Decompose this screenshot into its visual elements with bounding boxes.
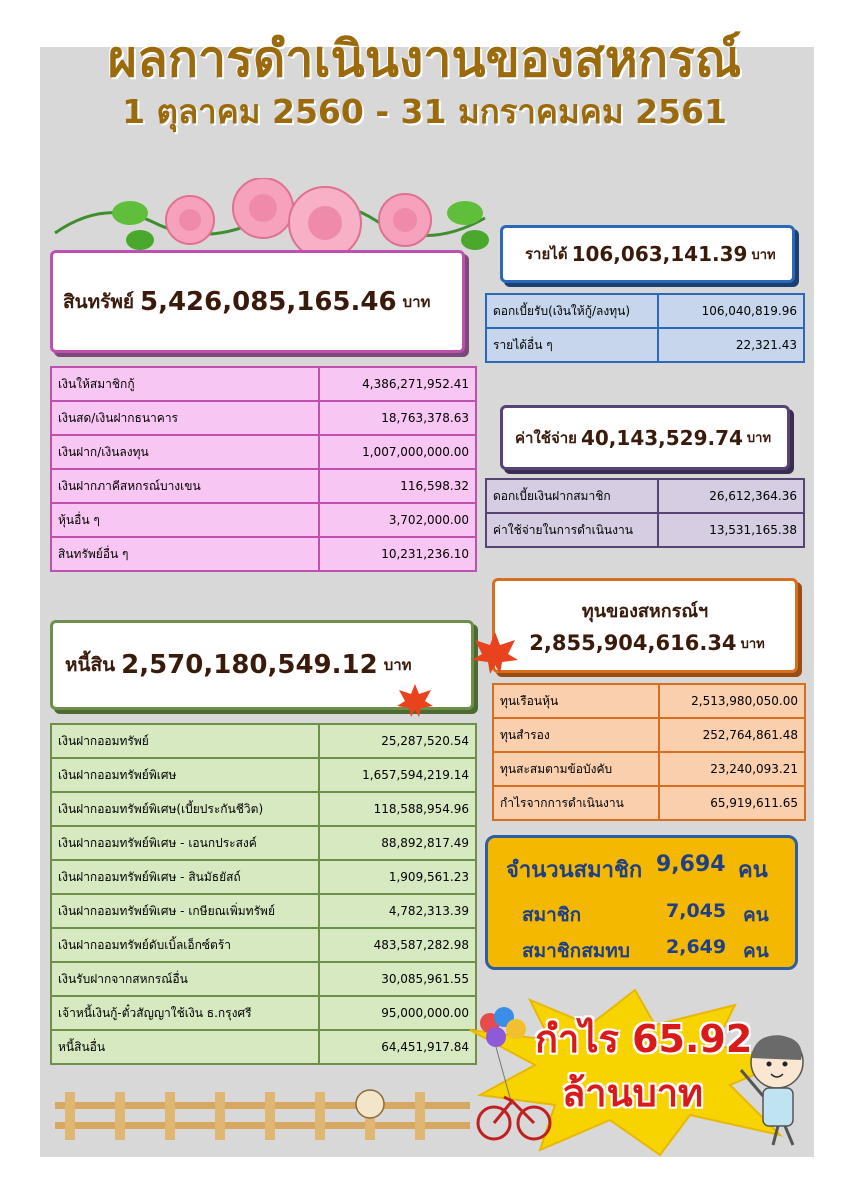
row-value: 18,763,378.63 [319,401,476,435]
row-value: 65,919,611.65 [659,786,805,820]
liabilities-table [50,723,477,1065]
equity-unit: บาท [740,636,765,652]
table-row [51,894,476,928]
table-row [493,718,805,752]
expenses-header [500,405,790,470]
row-label: สินทรัพย์อื่น ๆ [51,537,319,571]
expenses-label: ค่าใช้จ่าย [515,428,577,447]
income-unit: บาท [751,247,776,263]
expenses-total: 40,143,529.74 [580,425,743,450]
row-label: เงินฝากออมทรัพย์ [51,724,319,758]
row-label: เจ้าหนี้เงินกู้-ตั๋วสัญญาใช้เงิน ธ.กรุงศรี [51,996,319,1030]
table-row [51,537,476,571]
liabilities-unit: บาท [383,656,412,674]
row-label: หนี้สินอื่น [51,1030,319,1064]
liabilities-label: หนี้สิน [65,654,116,676]
row-value: 22,321.43 [658,328,804,362]
row-label: เงินฝากออมทรัพย์พิเศษ - เอนกประสงค์ [51,826,319,860]
table-row [486,294,804,328]
row-label: ดอกเบี้ยรับ(เงินให้กู้/ลงทุน) [486,294,658,328]
table-row [493,786,805,820]
child-illustration [735,1030,810,1150]
members-associate-unit: คน [743,940,769,962]
period-subtitle: 1 ตุลาคม 2560 - 31 มกราคมคม 2561 [122,92,727,131]
row-label: ทุนสำรอง [493,718,659,752]
row-value: 64,451,917.84 [319,1030,476,1064]
row-value: 88,892,817.49 [319,826,476,860]
row-value: 483,587,282.98 [319,928,476,962]
row-label: เงินฝาก/เงินลงทุน [51,435,319,469]
members-regular-unit: คน [743,904,769,926]
row-label: เงินสด/เงินฝากธนาคาร [51,401,319,435]
poster-title: ผลการดำเนินงานของสหกรณ์ [107,30,742,88]
table-row [51,996,476,1030]
row-value: 3,702,000.00 [319,503,476,537]
table-row [51,401,476,435]
row-value: 1,909,561.23 [319,860,476,894]
row-value: 23,240,093.21 [659,752,805,786]
maple-leaf-icon [470,630,520,675]
row-label: เงินฝากออมทรัพย์พิเศษ - สินมัธยัสถ์ [51,860,319,894]
row-label: ดอกเบี้ยเงินฝากสมาชิก [486,479,658,513]
table-row [51,503,476,537]
table-row [51,724,476,758]
row-value: 118,588,954.96 [319,792,476,826]
row-value: 106,040,819.96 [658,294,804,328]
row-value: 1,657,594,219.14 [319,758,476,792]
row-label: กำไรจากการดำเนินงาน [493,786,659,820]
profit-line1: กำไร 65.92 [535,1017,753,1061]
row-label: ค่าใช้จ่ายในการดำเนินงาน [486,513,658,547]
row-label: เงินรับฝากจากสหกรณ์อื่น [51,962,319,996]
row-value: 13,531,165.38 [658,513,804,547]
profit-line2: ล้านบาท [562,1071,704,1115]
members-total-label: จำนวนสมาชิก [506,858,643,883]
members-box [485,835,798,970]
income-label: รายได้ [525,245,568,263]
row-value: 1,007,000,000.00 [319,435,476,469]
table-row [51,860,476,894]
row-label: หุ้นอื่น ๆ [51,503,319,537]
row-value: 116,598.32 [319,469,476,503]
assets-header [50,250,465,353]
members-associate-value: 2,649 [666,936,727,958]
table-row [51,792,476,826]
row-label: รายได้อื่น ๆ [486,328,658,362]
expenses-table [485,478,805,548]
liabilities-total: 2,570,180,549.12 [121,650,378,680]
table-row [486,479,804,513]
table-row [51,758,476,792]
row-value: 4,782,313.39 [319,894,476,928]
row-value: 26,612,364.36 [658,479,804,513]
row-label: เงินฝากออมทรัพย์พิเศษ [51,758,319,792]
row-label: ทุนสะสมตามข้อบังคับ [493,752,659,786]
table-row [51,928,476,962]
row-label: เงินฝากออมทรัพย์พิเศษ - เกษียณเพิ่มทรัพย์ [51,894,319,928]
income-table [485,293,805,363]
table-row [493,684,805,718]
table-row [51,1030,476,1064]
row-value: 30,085,961.55 [319,962,476,996]
assets-total: 5,426,085,165.46 [139,286,397,317]
row-label: เงินฝากภาคีสหกรณ์บางเขน [51,469,319,503]
members-total-unit: คน [738,858,768,883]
row-value: 4,386,271,952.41 [319,367,476,401]
table-row [51,469,476,503]
row-label: เงินให้สมาชิกกู้ [51,367,319,401]
table-row [486,328,804,362]
income-total: 106,063,141.39 [571,242,748,266]
row-value: 25,287,520.54 [319,724,476,758]
row-value: 252,764,861.48 [659,718,805,752]
expenses-unit: บาท [746,431,772,446]
row-label: เงินฝากออมทรัพย์พิเศษ(เบี้ยประกันชีวิต) [51,792,319,826]
equity-total-line [525,631,764,655]
assets-unit: บาท [402,292,431,311]
maple-leaf-icon [395,682,435,718]
equity-header [492,578,798,673]
table-row [51,435,476,469]
balloons-bicycle-decoration [472,1005,552,1150]
table-row [51,962,476,996]
members-total-value: 9,694 [656,852,726,877]
row-value: 2,513,980,050.00 [659,684,805,718]
income-header [500,225,795,283]
assets-label: สินทรัพย์ [63,290,134,313]
assets-table [50,366,477,572]
row-label: เงินฝากออมทรัพย์ดับเบิ้ลเอ็กซ์ตร้า [51,928,319,962]
members-associate-label: สมาชิกสมทบ [522,940,630,962]
members-regular-value: 7,045 [666,900,727,922]
row-label: ทุนเรือนหุ้น [493,684,659,718]
fence-decoration [55,1082,470,1142]
row-value: 10,231,236.10 [319,537,476,571]
table-row [51,367,476,401]
equity-total: 2,855,904,616.34 [529,631,737,655]
table-row [493,752,805,786]
equity-table [492,683,806,821]
table-row [51,826,476,860]
equity-label: ทุนของสหกรณ์ฯ [581,601,709,622]
table-row [486,513,804,547]
row-value: 95,000,000.00 [319,996,476,1030]
rose-garland-decoration [45,178,500,258]
members-regular-label: สมาชิก [522,904,582,926]
